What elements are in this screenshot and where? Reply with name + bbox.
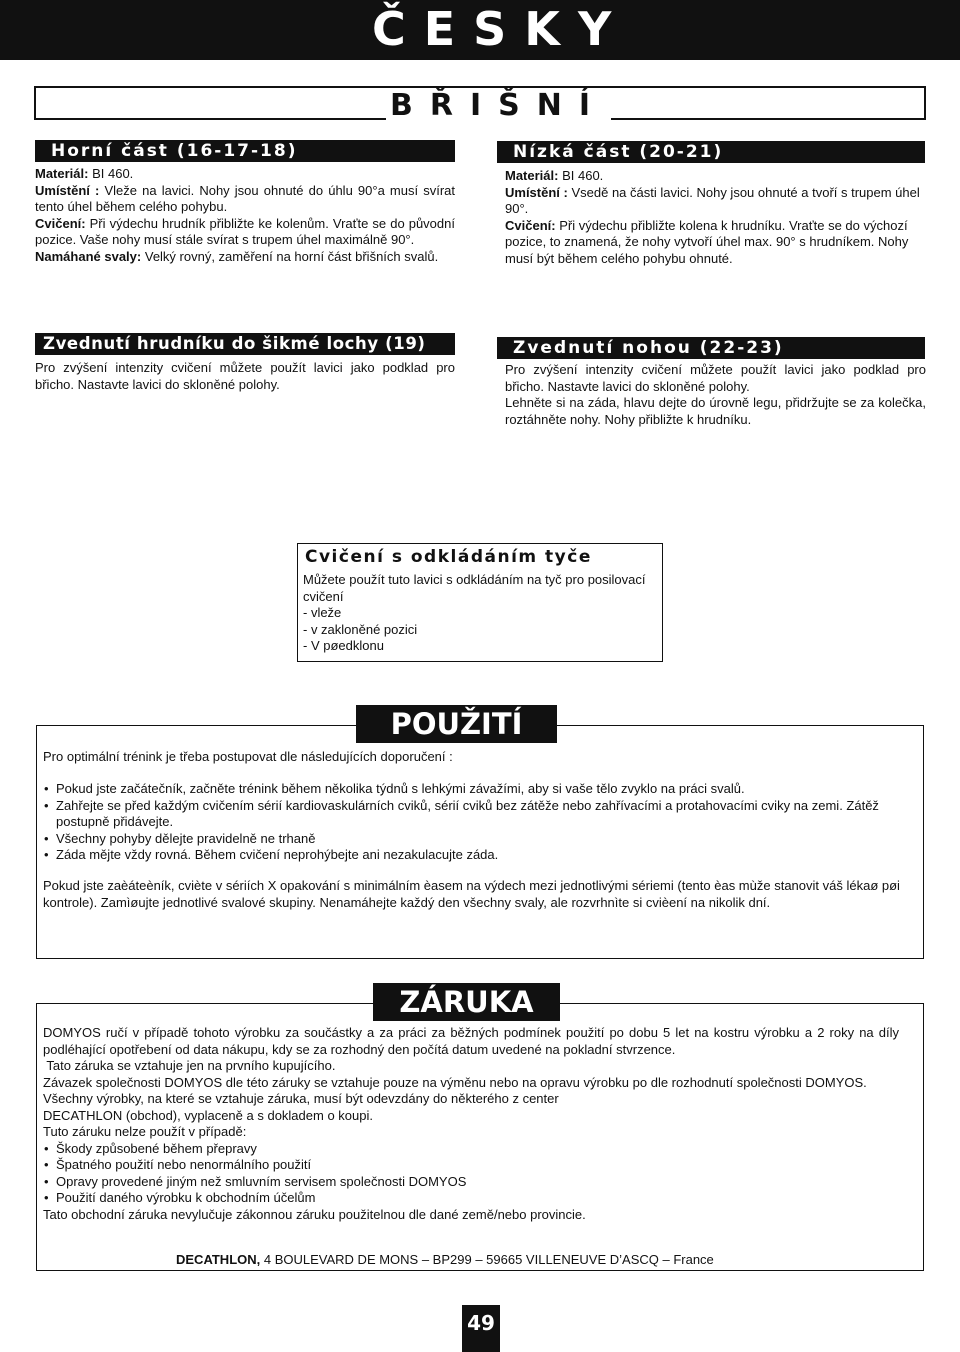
rod-exercise-text	[303, 572, 653, 655]
position-label: Umístění :	[35, 182, 100, 198]
rod-item: - v zakloněné pozici	[303, 621, 418, 637]
address-text: 4 BOULEVARD DE MONS – BP299 – 59665 VILLENEUVE D’ASCQ – France	[260, 1252, 714, 1267]
usage-bullet: • Všechny pohyby dělejte pravidelně ne trhaně	[43, 831, 903, 848]
rod-item: - vleže	[303, 605, 342, 620]
chest-raise-heading: Zvednutí hrudníku do šikmé lochy (19)	[35, 333, 455, 355]
upper-part-heading: Horní část (16-17-18)	[35, 140, 455, 162]
leg-raise-heading: Zvednutí nohou (22-23)	[497, 337, 925, 359]
company-address	[176, 1252, 714, 1267]
material-label: Materiál:	[505, 168, 559, 183]
warranty-paragraph: DOMYOS ručí v případě tohoto výrobku za součástky a za práci za běžných podmínek použití po dobu 5 let na kostru výrobku a 2 roky na díly podléhající opotřebení od data nákupu, kdy se za rozhodný den počítá datum uvedené na pokladní stvrzence.	[43, 1025, 899, 1057]
warranty-paragraph: Tato záruka se vztahuje jen na prvního kupujícího.	[43, 1058, 336, 1073]
lower-part-text	[505, 168, 926, 267]
leg-raise-text-2: Lehněte si na záda, hlavu dejte do úrovně legu, přidržujte se za kolečka, roztáhněte nohy. Nohy přibližte k hrudníku.	[505, 395, 926, 427]
page-number: 49	[462, 1305, 500, 1352]
warranty-paragraph: Tuto záruku nelze použít v případě:	[43, 1124, 247, 1139]
language-title: ČESKY	[372, 2, 630, 56]
warranty-bullet: • Opravy provedené jiným než smluvním servisem společnosti DOMYOS	[43, 1174, 899, 1191]
rod-item: - V pøedklonu	[303, 638, 384, 653]
material-value: BI 460.	[92, 166, 134, 181]
warranty-paragraph: Závazek společnosti DOMYOS dle této záruky se vztahuje pouze na výměnu nebo na opravu výrobku po dle rozhodnutí společnosti DOMYOS.	[43, 1074, 867, 1090]
upper-part-text	[35, 166, 455, 265]
lower-part-heading: Nízká část (20-21)	[497, 141, 925, 163]
warranty-paragraph: DECATHLON (obchod), vyplaceně a s dokladem o koupi.	[43, 1107, 373, 1123]
exercise-value: Při výdechu hrudník přibližte ke kolenům. Vraťte se do původní pozice. Vaše nohy musí stále svírat s trupem úhel maximálně 90°.	[35, 215, 455, 247]
position-value: Vleže na lavici. Nohy jsou ohnuté do úhlu 90°a musí svírat tento úhel během celého pohybu.	[35, 182, 455, 214]
warranty-paragraph: Tato obchodní záruka nevylučuje zákonnou záruku použitelnou dle dané země/nebo provincie.	[43, 1206, 586, 1222]
muscles-value: Velký rovný, zaměření na horní část břišních svalů.	[144, 248, 439, 264]
exercise-label: Cvičení:	[35, 215, 86, 231]
rod-exercise-title: Cvičení s odkládáním tyče	[305, 547, 592, 567]
leg-raise-text-1: Pro zvýšení intenzity cvičení můžete použít lavici jako podklad pro břicho. Nastavte lavici do skloněné polohy.	[505, 362, 926, 394]
warranty-list	[43, 1141, 899, 1207]
usage-bullet: • Pokud jste začátečník, začněte trénink během několika týdnů s lehkými závažími, aby si vaše tělo zvyklo na práci svalů.	[43, 781, 903, 798]
leg-raise-text	[505, 362, 926, 428]
warranty-bullet: • Použití daného výrobku k obchodním účelům	[43, 1190, 899, 1207]
warranty-bullet: • Špatného použití nebo nenormálního použití	[43, 1157, 899, 1174]
usage-intro: Pro optimální trénink je třeba postupovat dle následujících doporučení :	[43, 749, 453, 764]
exercise-label: Cvičení:	[505, 217, 556, 233]
exercise-value: Při výdechu přibližte kolena k hrudníku. Vraťte se do výchozí pozice, to znamená, že nohy vytvoří úhel max. 90° s hrudníkem. Nohy musí být během celého pohybu ohnuté.	[505, 217, 909, 266]
section-title: BŘIŠNÍ	[386, 88, 611, 123]
usage-title: POUŽITÍ	[356, 705, 557, 743]
material-label: Materiál:	[35, 166, 89, 181]
position-value: Vsedě na části lavici. Nohy jsou ohnuté a tvoří s trupem úhel 90°.	[505, 184, 920, 216]
usage-bullet: • Zahřejte se před každým cvičením sérií kardiovaskulárních cviků, sérií cviků bez zátěže nebo zahřívacími a protahovacími cviky na zemi. Zátěž postupně přidávejte.	[43, 798, 903, 831]
usage-list	[43, 781, 903, 864]
usage-closing: Pokud jste zaèáteèník, cviète v sériích X opakování s minimálním èasem na výdech mezi jednotlivými sériemi (tento èas mùže stanovit váš lékaø pøi kontrole). Zamìøujte jednotlivé svalové skupiny. Nenamáhejte každý den všechny svaly, ale rozvrhnìte si cvièení na nikolik dní.	[43, 878, 900, 910]
warranty-text	[43, 1025, 899, 1223]
warranty-bullet: • Škody způsobené během přepravy	[43, 1141, 899, 1158]
rod-intro: Můžete použít tuto lavici s odkládáním na tyč pro posilovací cvičení	[303, 572, 646, 604]
material-value: BI 460.	[562, 168, 604, 183]
chest-raise-text: Pro zvýšení intenzity cvičení můžete použít lavici jako podklad pro břicho. Nastavte lavici do skloněné polohy.	[35, 360, 455, 392]
muscles-label: Namáhané svaly:	[35, 248, 142, 264]
warranty-paragraph: Všechny výrobky, na které se vztahuje záruka, musí být odevzdány do některého z center	[43, 1091, 559, 1106]
usage-bullet: • Záda mějte vždy rovná. Během cvičení neprohýbejte ani nezakulacujte záda.	[43, 847, 903, 864]
position-label: Umístění :	[505, 184, 568, 200]
warranty-title: ZÁRUKA	[373, 983, 560, 1021]
company-brand: DECATHLON,	[176, 1252, 261, 1267]
